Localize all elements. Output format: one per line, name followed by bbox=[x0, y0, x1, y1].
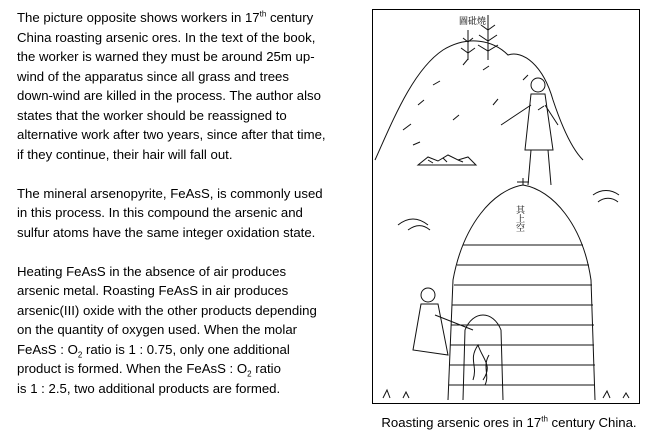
text-line: on the quantity of oxygen used. When the molar bbox=[17, 322, 298, 337]
worker-legs bbox=[528, 150, 551, 185]
kiln-label: 其上空 bbox=[514, 205, 524, 232]
text-line: is 1 : 2.5, two additional products are formed. bbox=[17, 380, 281, 396]
plant bbox=[593, 191, 619, 203]
paragraph-arsenopyrite bbox=[17, 184, 362, 243]
plant bbox=[398, 219, 430, 230]
text-line: if they continue, their hair will fall out. bbox=[17, 146, 233, 162]
illustration-title: 圖砒燒 bbox=[459, 17, 487, 27]
text-line: in this process. In this compound the arsenic and bbox=[17, 205, 303, 220]
text-line: alternative work after two years, since after that time, bbox=[17, 127, 326, 142]
pine-tree bbox=[461, 30, 475, 60]
ground-grass bbox=[383, 390, 629, 398]
text-line bbox=[17, 8, 362, 28]
text-line: wind of the apparatus since all grass and trees bbox=[17, 68, 289, 84]
kiln-bricks bbox=[449, 245, 595, 385]
text-line: arsenic metal. Roasting FeAsS in air produces bbox=[17, 283, 289, 298]
text-segment: ratio is 1 : 0.75, only one additional bbox=[82, 341, 290, 357]
text-line: down-wind are killed in the process. The author also bbox=[17, 88, 321, 103]
subscript: 2 bbox=[247, 369, 252, 379]
text-line: Heating FeAsS in the absence of air produces bbox=[17, 263, 287, 279]
worker-head bbox=[531, 78, 545, 92]
subscript: 2 bbox=[77, 350, 83, 360]
text-segment: product is formed. When the FeAsS : O bbox=[17, 361, 248, 376]
text-segment: ratio bbox=[251, 361, 281, 376]
text-line: the worker is warned they must be around 25m up- bbox=[17, 49, 315, 64]
caption-superscript: th bbox=[541, 414, 548, 424]
text-segment: FeAsS : O bbox=[17, 341, 78, 357]
text-line: states that the worker should be reassigned to bbox=[17, 107, 287, 123]
paragraph-roasting bbox=[17, 262, 362, 399]
paragraph-history bbox=[17, 8, 362, 164]
text-line bbox=[17, 359, 362, 379]
caption-text: century China. bbox=[547, 415, 637, 430]
caption-text: Roasting arsenic ores in 17 bbox=[381, 415, 542, 430]
woodblock-illustration bbox=[372, 9, 640, 404]
text-segment: The picture opposite shows workers in 17 bbox=[17, 10, 260, 25]
stoker-head bbox=[421, 288, 435, 302]
illustration-drawing bbox=[373, 10, 639, 403]
text-line: The mineral arsenopyrite, FeAsS, is commonly used bbox=[17, 185, 323, 201]
text-line: sulfur atoms have the same integer oxidation state. bbox=[17, 224, 316, 240]
stoker-robe bbox=[413, 304, 448, 355]
text-segment: century bbox=[266, 10, 314, 25]
ore-pile bbox=[418, 155, 476, 165]
text-line bbox=[17, 340, 362, 360]
kiln-firebox bbox=[463, 315, 503, 400]
superscript: th bbox=[259, 9, 267, 19]
figure-caption bbox=[368, 415, 650, 430]
text-line: China roasting arsenic ores. In the text of the book, bbox=[17, 29, 316, 45]
worker-robe bbox=[525, 94, 553, 150]
text-column bbox=[17, 8, 362, 418]
stoker-poker bbox=[435, 315, 473, 330]
text-line: arsenic(III) oxide with the other products depending bbox=[17, 302, 317, 318]
kiln-top bbox=[517, 178, 529, 185]
mountain-hatching bbox=[403, 59, 544, 145]
